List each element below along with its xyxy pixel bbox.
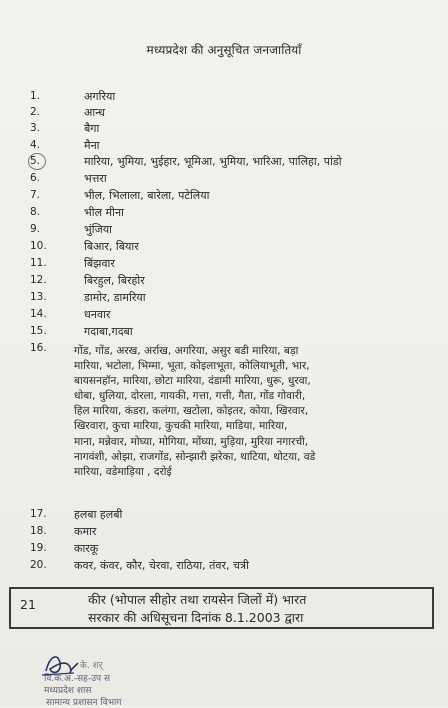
item-text: बिआर, बियार <box>84 240 139 253</box>
paragraph-line: मारिया, भटोला, भिम्मा, भूता, कोइलाभूता, कोलियाभूती, भार, <box>74 360 310 373</box>
item-text: आन्ध <box>84 106 106 119</box>
item-number: 19. <box>30 542 47 554</box>
item-number: 3. <box>30 122 41 134</box>
item-text: भील, भिलाला, बारेला, पटेलिया <box>84 189 210 202</box>
item-text: मारिया, भुमिया, भुईहार, भूमिआ, भुमिया, भारिआ, पालिहा, पांडो <box>84 155 342 168</box>
paragraph-line: खिरवारा, कुचा मारिया, कुचकी मारिया, माडिया, मारिया, <box>74 420 288 433</box>
item-number: 21 <box>20 597 36 612</box>
item-number: 13. <box>30 291 47 303</box>
paragraph-line: नागवंशी, ओझा, राजगोंड, सोन्झारी झरेका, थाटिया, थोटया, वडे <box>74 450 316 463</box>
item-text: भुंजिया <box>84 223 112 236</box>
item-number: 17. <box>30 508 47 520</box>
item-number: 6. <box>30 172 41 184</box>
paragraph-line: गोंड, गोंड, अरख, अर्राख, अगरिया, असुर बडी मारिया, बड़ा <box>74 345 299 357</box>
stamp-line: मध्यप्रदेश शास <box>44 686 92 696</box>
item-text: भत्तरा <box>84 172 107 185</box>
item-text: कमार <box>74 525 97 538</box>
item-text: बैगा <box>84 122 100 135</box>
paragraph-line: हिल मारिया, कंडरा, कलंगा, खटोला, कोइतर, कोया, खिरवार, <box>74 405 309 418</box>
item-number: 2. <box>30 106 41 118</box>
item-21-text <box>88 591 306 627</box>
item-text: बिंझवार <box>84 257 115 270</box>
item-number: 16. <box>30 342 47 354</box>
paragraph-line: मारिया, वडेमाड़िया , दरोई <box>74 465 172 478</box>
paragraph-line: धोबा, धुलिया, दोरला, गायकी, गत्ता, गत्ती, गैता, गोंड गोवारी, <box>74 390 306 403</box>
item-text: हलबा हलबी <box>74 508 123 521</box>
item-number: 4. <box>30 139 41 151</box>
box-line: कीर (भोपाल सीहोर तथा रायसेन जिलों में) भारत <box>88 592 307 607</box>
item-number: 14. <box>30 308 47 320</box>
item-number: 5. <box>30 155 41 167</box>
item-text: भील मीना <box>84 206 124 219</box>
stamp-line: वि.क.अ.-सह-उप स <box>44 674 111 684</box>
item-number: 10. <box>30 240 47 252</box>
paragraph-line: बायसनहॉन, मारिया, छोटा मारिया, दंडामी मारिया, धुरू, धुरवा, <box>74 375 311 388</box>
item-number: 18. <box>30 525 47 537</box>
item-text: बिरहुल, बिरहोर <box>84 274 145 287</box>
item-number: 9. <box>30 223 41 235</box>
item-text: गदाबा,गदबा <box>84 325 133 338</box>
item-text: मैना <box>84 139 100 152</box>
item-16-paragraph <box>74 344 404 480</box>
item-number: 15. <box>30 325 47 337</box>
item-number: 11. <box>30 257 47 269</box>
item-text: कवर, कंवर, कौर, चेरवा, राठिया, तंवर, चत्री <box>74 559 249 572</box>
item-number: 7. <box>30 189 41 201</box>
item-number: 12. <box>30 274 47 286</box>
page-title: मध्यप्रदेश की अनुसूचित जनजातियाँ <box>146 43 302 57</box>
item-text: धनवार <box>84 308 111 321</box>
item-text: कारकू <box>74 542 99 555</box>
stamp-fragment: के. शर् <box>80 661 103 671</box>
box-line: सरकार की अधिसूचना दिनांक 8.1.2003 द्वारा <box>88 610 304 625</box>
item-text: अगरिया <box>84 90 116 103</box>
stamp-line: सामान्य प्रशासन विभाग <box>46 698 122 708</box>
paragraph-line: माना, मन्नेवार, मोघ्या, मोगिया, मोंघ्या, मुड़िया, मुरिया नगारची, <box>74 435 309 448</box>
item-number: 8. <box>30 206 41 218</box>
item-number: 1. <box>30 90 41 102</box>
item-text: डामोर, डामरिया <box>84 291 146 304</box>
item-number: 20. <box>30 559 47 571</box>
